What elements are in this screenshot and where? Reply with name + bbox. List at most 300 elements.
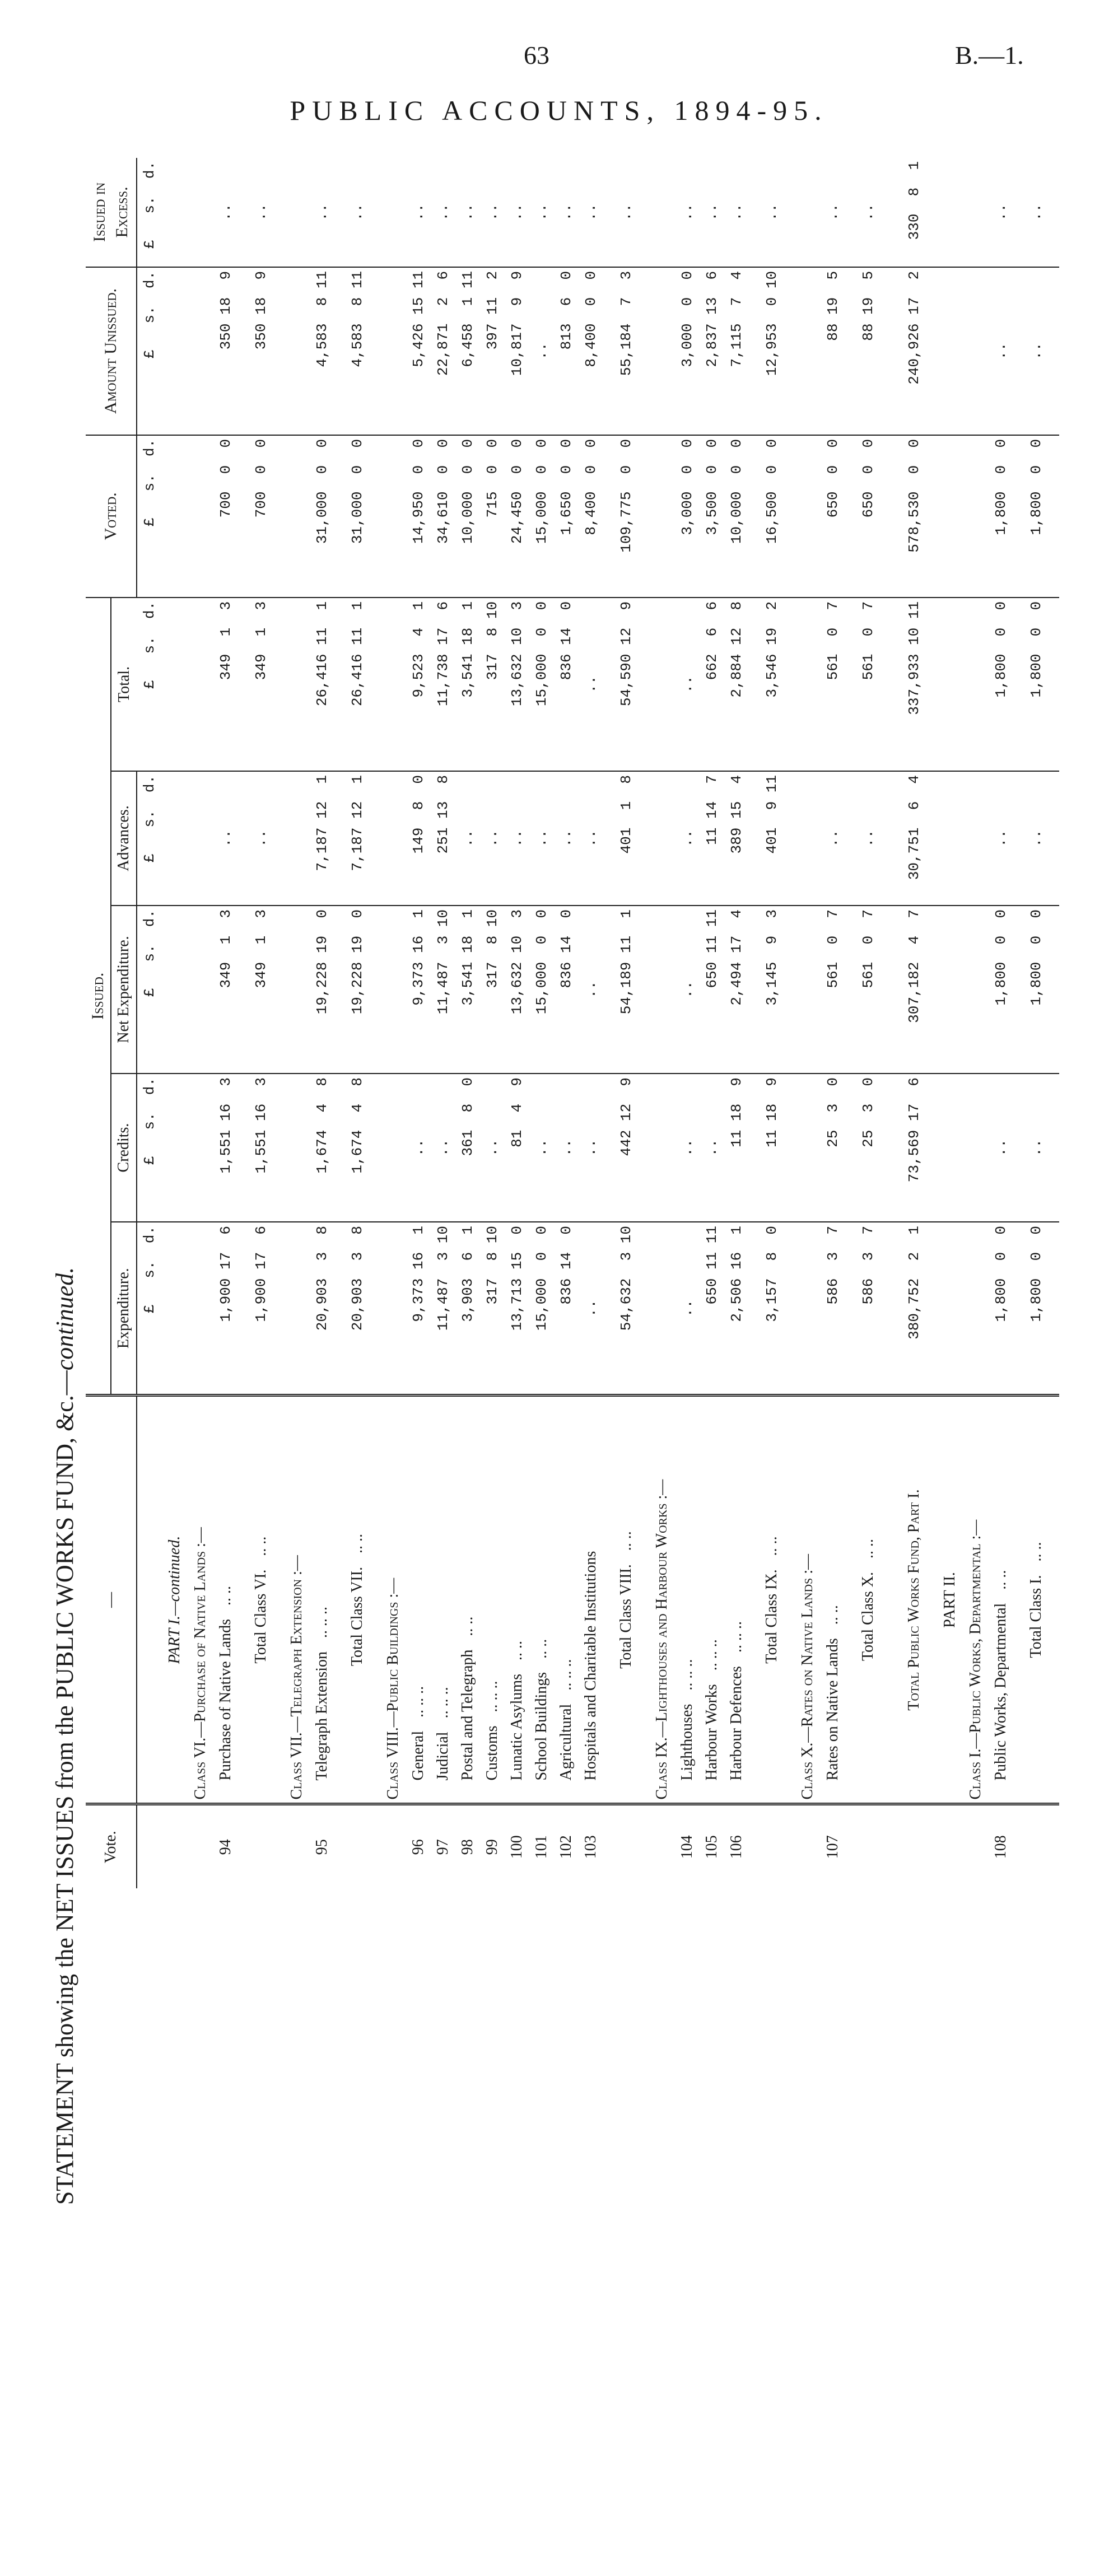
- description-cell: [505, 1396, 529, 1804]
- vote-cell: [188, 1804, 213, 1888]
- net-expenditure-cell: 836 14 0: [554, 906, 579, 1074]
- leader-dots: .. .. ..: [434, 1687, 451, 1719]
- expenditure-cell: 836 14 0: [554, 1222, 579, 1396]
- total-cell: ..: [579, 598, 603, 771]
- voted-cell: 8,400 0 0: [579, 435, 603, 598]
- issued-in-excess-cell: ..: [993, 203, 1009, 221]
- table-row: [213, 158, 238, 1888]
- description-cell: [213, 1396, 238, 1804]
- vote-cell: [795, 1804, 821, 1888]
- description-cell: [529, 1396, 554, 1804]
- row-label: Telegraph Extension: [313, 1651, 330, 1781]
- amount-unissued-cell: 2,837 13 6: [700, 267, 724, 435]
- net-expenditure-cell: 15,000 0 0: [529, 906, 554, 1074]
- credits-cell: [284, 1074, 310, 1222]
- part-row: [937, 158, 963, 1888]
- row-label: Total Class I.: [1027, 1575, 1045, 1658]
- total-cell: 337,933 10 11: [891, 598, 937, 771]
- expenditure-cell: [649, 1222, 675, 1396]
- vote-cell: 102: [554, 1804, 579, 1888]
- col-unissued-header: Amount Unissued.: [86, 267, 137, 435]
- expenditure-cell: 20,903 3 8: [310, 1222, 334, 1396]
- class-row: [188, 158, 213, 1888]
- advances-cell: 7,187 12 1: [334, 771, 380, 906]
- description-cell: [795, 1396, 821, 1804]
- vote-cell: [937, 1804, 963, 1888]
- net-expenditure-cell: 11,487 3 10: [431, 906, 455, 1074]
- table-row: [310, 158, 334, 1888]
- row-label: Rates on Native Lands: [824, 1638, 841, 1781]
- leader-dots: .. .. ..: [703, 1639, 720, 1671]
- net-expenditure-cell: [162, 906, 188, 1074]
- advances-cell: 149 8 0: [406, 771, 431, 906]
- advances-cell: ..: [1013, 771, 1059, 906]
- total-cell: 13,632 10 3: [505, 598, 529, 771]
- total-cell: [284, 598, 310, 771]
- total-cell: 561 0 7: [845, 598, 891, 771]
- advances-cell: [162, 771, 188, 906]
- description-cell: [334, 1396, 380, 1804]
- leader-dots: .. ..: [617, 1531, 635, 1551]
- row-label: General: [409, 1730, 427, 1781]
- amount-unissued-cell: 55,184 7 3: [603, 267, 649, 435]
- net-expenditure-cell: ..: [579, 906, 603, 1074]
- leader-dots: .. ..: [859, 1538, 877, 1558]
- amount-unissued-cell: [188, 267, 213, 435]
- total-cell: [380, 598, 406, 771]
- description-cell: [724, 1396, 749, 1804]
- net-expenditure-cell: [963, 906, 989, 1074]
- credits-cell: 1,551 16 3: [213, 1074, 238, 1222]
- net-expenditure-cell: 561 0 7: [821, 906, 845, 1074]
- issued-in-excess-cell: ..: [558, 203, 575, 221]
- table-row: [431, 158, 455, 1888]
- units-cell: £ s. d.: [137, 771, 162, 906]
- net-expenditure-cell: 54,189 11 1: [603, 906, 649, 1074]
- issued-in-excess-cell: ..: [763, 203, 780, 221]
- col-description-header: —: [86, 1396, 137, 1804]
- row-label: Total Class VII.: [348, 1566, 366, 1667]
- statement-caption: [50, 896, 84, 2576]
- description-cell: [963, 1396, 989, 1804]
- class-row: [795, 158, 821, 1888]
- row-label: Class I.—Public Works, Departmental :—: [967, 1519, 984, 1800]
- vote-cell: 106: [724, 1804, 749, 1888]
- vote-cell: [749, 1804, 795, 1888]
- document-reference: B.—1.: [955, 41, 1024, 69]
- col-advances-header: Advances.: [111, 771, 137, 906]
- row-label: Harbour Defences: [728, 1666, 745, 1781]
- issued-in-excess-cell: ..: [509, 203, 525, 221]
- description-cell: [554, 1396, 579, 1804]
- advances-cell: [963, 771, 989, 906]
- row-label: Postal and Telegraph: [459, 1649, 476, 1781]
- total-cell: 15,000 0 0: [529, 598, 554, 771]
- issued-in-excess-cell: ..: [410, 203, 427, 221]
- expenditure-cell: 54,632 3 10: [603, 1222, 649, 1396]
- credits-cell: 1,674 4 8: [310, 1074, 334, 1222]
- leader-dots: .. .. ..: [728, 1621, 745, 1653]
- issued-in-excess-cell: ..: [253, 203, 269, 221]
- description-cell: [480, 1396, 505, 1804]
- vote-cell: [162, 1804, 188, 1888]
- description-cell: [749, 1396, 795, 1804]
- total-cell: [937, 598, 963, 771]
- row-label: Class IX.—Lighthouses and Harbour Works :—: [653, 1479, 670, 1800]
- vote-cell: 95: [310, 1804, 334, 1888]
- units-cell: £ s. d.: [137, 1074, 162, 1222]
- advances-cell: [284, 771, 310, 906]
- advances-cell: ..: [845, 771, 891, 906]
- amount-unissued-cell: [963, 267, 989, 435]
- vote-cell: [334, 1804, 380, 1888]
- table-row: [529, 158, 554, 1888]
- issued-in-excess-cell: ..: [217, 203, 234, 221]
- page-title: PUBLIC ACCOUNTS, 1894-95.: [290, 95, 828, 126]
- table-row: [406, 158, 431, 1888]
- amount-unissued-cell: 350 18 9: [213, 267, 238, 435]
- credits-cell: [649, 1074, 675, 1222]
- col-credits-header: Credits.: [111, 1074, 137, 1222]
- amount-unissued-cell: 22,871 2 6: [431, 267, 455, 435]
- advances-cell: ..: [505, 771, 529, 906]
- issued-in-excess-cell: ..: [679, 203, 696, 221]
- row-label: Class X.—Rates on Native Lands :—: [799, 1554, 816, 1800]
- table-body: [137, 158, 1059, 1888]
- advances-cell: [188, 771, 213, 906]
- net-expenditure-cell: 1,800 0 0: [1013, 906, 1059, 1074]
- table-row: [480, 158, 505, 1888]
- issued-in-excess-cell: ..: [533, 203, 550, 221]
- credits-cell: [380, 1074, 406, 1222]
- total-cell: [963, 598, 989, 771]
- net-expenditure-cell: 13,632 10 3: [505, 906, 529, 1074]
- advances-cell: ..: [213, 771, 238, 906]
- amount-unissued-cell: [284, 267, 310, 435]
- units-cell: £ s. d.: [137, 598, 162, 771]
- row-label: Class VII.—Telegraph Extension :—: [288, 1555, 305, 1800]
- leader-dots: .. ..: [533, 1639, 550, 1659]
- table-row: [455, 158, 480, 1888]
- total-cell: 1,800 0 0: [989, 598, 1013, 771]
- voted-cell: [162, 435, 188, 598]
- expenditure-cell: [963, 1222, 989, 1396]
- total-cell: [649, 598, 675, 771]
- credits-cell: ..: [480, 1074, 505, 1222]
- table-row: [554, 158, 579, 1888]
- statement-caption-suffix: continued.: [51, 1267, 78, 1371]
- net-expenditure-cell: 317 8 10: [480, 906, 505, 1074]
- expenditure-cell: [380, 1222, 406, 1396]
- row-label: Lighthouses: [678, 1704, 696, 1781]
- credits-cell: ..: [579, 1074, 603, 1222]
- vote-cell: [238, 1804, 284, 1888]
- advances-cell: [380, 771, 406, 906]
- accounts-table: [86, 158, 1059, 1888]
- description-cell: [431, 1396, 455, 1804]
- total-cell: [162, 598, 188, 771]
- total-cell: 317 8 10: [480, 598, 505, 771]
- credits-cell: 25 3 0: [845, 1074, 891, 1222]
- credits-cell: ..: [989, 1074, 1013, 1222]
- credits-cell: [963, 1074, 989, 1222]
- credits-cell: [795, 1074, 821, 1222]
- advances-cell: [795, 771, 821, 906]
- net-expenditure-cell: [937, 906, 963, 1074]
- voted-cell: 700 0 0: [213, 435, 238, 598]
- table-row: [989, 158, 1013, 1888]
- expenditure-cell: ..: [675, 1222, 700, 1396]
- total-cell: 662 6 6: [700, 598, 724, 771]
- vote-cell: [891, 1804, 937, 1888]
- vote-cell: [649, 1804, 675, 1888]
- col-expenditure-header: Expenditure.: [111, 1222, 137, 1396]
- net-expenditure-cell: ..: [675, 906, 700, 1074]
- row-label: Lunatic Asylums: [508, 1673, 525, 1781]
- description-cell: [1013, 1396, 1059, 1804]
- voted-cell: 34,610 0 0: [431, 435, 455, 598]
- vote-cell: 104: [675, 1804, 700, 1888]
- credits-cell: 81 4 9: [505, 1074, 529, 1222]
- total-cell: 3,546 19 2: [749, 598, 795, 771]
- issued-in-excess-cell: ..: [435, 203, 451, 221]
- row-label: Public Works, Departmental: [992, 1603, 1009, 1781]
- description-cell: [238, 1396, 284, 1804]
- voted-cell: 650 0 0: [845, 435, 891, 598]
- amount-unissued-cell: 6,458 1 11: [455, 267, 480, 435]
- total-row: [845, 158, 891, 1888]
- amount-unissued-cell: 397 11 2: [480, 267, 505, 435]
- credits-cell: 25 3 0: [821, 1074, 845, 1222]
- credits-cell: ..: [675, 1074, 700, 1222]
- total-cell: 349 1 3: [238, 598, 284, 771]
- leader-dots: .. ..: [348, 1533, 366, 1553]
- table-row: [700, 158, 724, 1888]
- issued-in-excess-cell: ..: [314, 203, 330, 221]
- amount-unissued-cell: 4,583 8 11: [334, 267, 380, 435]
- units-cell: £ s. d.: [137, 906, 162, 1074]
- row-label: Judicial: [434, 1732, 451, 1781]
- col-vote-header: Vote.: [86, 1804, 137, 1888]
- expenditure-cell: [795, 1222, 821, 1396]
- credits-cell: 11 18 9: [724, 1074, 749, 1222]
- advances-cell: ..: [480, 771, 505, 906]
- vote-cell: [284, 1804, 310, 1888]
- units-row: [137, 158, 162, 1888]
- description-cell: [579, 1396, 603, 1804]
- net-expenditure-cell: 3,145 9 3: [749, 906, 795, 1074]
- amount-unissued-cell: 88 19 5: [821, 267, 845, 435]
- advances-cell: 401 1 8: [603, 771, 649, 906]
- row-label: Total Class VI.: [252, 1569, 269, 1664]
- voted-cell: 10,000 0 0: [724, 435, 749, 598]
- description-cell: [603, 1396, 649, 1804]
- voted-cell: 1,800 0 0: [1013, 435, 1059, 598]
- voted-cell: 715 0 0: [480, 435, 505, 598]
- credits-cell: ..: [700, 1074, 724, 1222]
- vote-cell: 101: [529, 1804, 554, 1888]
- net-expenditure-cell: 561 0 7: [845, 906, 891, 1074]
- advances-cell: 7,187 12 1: [310, 771, 334, 906]
- advances-cell: ..: [238, 771, 284, 906]
- row-label: Hospitals and Charitable Institutions: [582, 1551, 599, 1781]
- voted-cell: 31,000 0 0: [310, 435, 334, 598]
- net-expenditure-cell: [795, 906, 821, 1074]
- issued-in-excess-cell: [937, 158, 963, 267]
- advances-cell: 30,751 6 4: [891, 771, 937, 906]
- table-row: [505, 158, 529, 1888]
- description-cell: [162, 1396, 188, 1804]
- advances-cell: [937, 771, 963, 906]
- issued-in-excess-cell: ..: [484, 203, 501, 221]
- expenditure-cell: [284, 1222, 310, 1396]
- voted-cell: [795, 435, 821, 598]
- credits-cell: ..: [406, 1074, 431, 1222]
- advances-cell: ..: [554, 771, 579, 906]
- row-label: Harbour Works: [703, 1684, 720, 1781]
- total-cell: 9,523 4 1: [406, 598, 431, 771]
- total-cell: [795, 598, 821, 771]
- vote-cell: 94: [213, 1804, 238, 1888]
- class-row: [649, 158, 675, 1888]
- expenditure-cell: 3,157 8 0: [749, 1222, 795, 1396]
- row-label: PART II.: [941, 1572, 958, 1628]
- net-expenditure-cell: 19,228 19 0: [310, 906, 334, 1074]
- advances-cell: 401 9 11: [749, 771, 795, 906]
- row-label: Total Class VIII.: [617, 1564, 635, 1669]
- table-row: [675, 158, 700, 1888]
- expenditure-cell: 2,506 16 1: [724, 1222, 749, 1396]
- advances-cell: ..: [821, 771, 845, 906]
- credits-cell: [188, 1074, 213, 1222]
- net-expenditure-cell: 307,182 4 7: [891, 906, 937, 1074]
- voted-cell: 700 0 0: [238, 435, 284, 598]
- credits-cell: [162, 1074, 188, 1222]
- voted-cell: [649, 435, 675, 598]
- leader-dots: .. ..: [252, 1536, 269, 1556]
- issued-in-excess-cell: [795, 158, 821, 267]
- vote-cell: 103: [579, 1804, 603, 1888]
- total-row: [1013, 158, 1059, 1888]
- description-cell: [284, 1396, 310, 1804]
- part-row: [162, 158, 188, 1888]
- expenditure-cell: [188, 1222, 213, 1396]
- issued-in-excess-cell: ..: [349, 203, 366, 221]
- voted-cell: [188, 435, 213, 598]
- advances-cell: 251 13 8: [431, 771, 455, 906]
- vote-cell: 97: [431, 1804, 455, 1888]
- total-cell: 26,416 11 1: [334, 598, 380, 771]
- amount-unissued-cell: 350 18 9: [238, 267, 284, 435]
- voted-cell: 3,000 0 0: [675, 435, 700, 598]
- class-row: [963, 158, 989, 1888]
- vote-cell: 108: [989, 1804, 1013, 1888]
- issued-in-excess-cell: [284, 158, 310, 267]
- total-row: [334, 158, 380, 1888]
- expenditure-cell: 1,800 0 0: [989, 1222, 1013, 1396]
- net-expenditure-cell: 3,541 18 1: [455, 906, 480, 1074]
- net-expenditure-cell: 2,494 17 4: [724, 906, 749, 1074]
- advances-cell: 11 14 7: [700, 771, 724, 906]
- expenditure-cell: 9,373 16 1: [406, 1222, 431, 1396]
- net-expenditure-cell: [380, 906, 406, 1074]
- description-cell: [649, 1396, 675, 1804]
- row-label: Total Public Works Fund, Part I.: [905, 1489, 923, 1711]
- amount-unissued-cell: 240,926 17 2: [891, 267, 937, 435]
- voted-cell: 16,500 0 0: [749, 435, 795, 598]
- advances-cell: ..: [675, 771, 700, 906]
- credits-cell: 442 12 9: [603, 1074, 649, 1222]
- row-label: Class VI.—Purchase of Native Lands :—: [192, 1527, 209, 1800]
- expenditure-cell: 11,487 3 10: [431, 1222, 455, 1396]
- expenditure-cell: 15,000 0 0: [529, 1222, 554, 1396]
- amount-unissued-cell: 88 19 5: [845, 267, 891, 435]
- amount-unissued-cell: 813 6 0: [554, 267, 579, 435]
- amount-unissued-cell: 7,115 7 4: [724, 267, 749, 435]
- advances-cell: ..: [455, 771, 480, 906]
- row-label: Total Class X.: [859, 1571, 877, 1662]
- net-expenditure-cell: [284, 906, 310, 1074]
- issued-in-excess-cell: ..: [728, 203, 745, 221]
- units-cell: £ s. d.: [137, 1222, 162, 1396]
- expenditure-cell: 3,903 6 1: [455, 1222, 480, 1396]
- voted-cell: [284, 435, 310, 598]
- amount-unissued-cell: [162, 267, 188, 435]
- grand-row: [891, 158, 937, 1888]
- expenditure-cell: 380,752 2 1: [891, 1222, 937, 1396]
- issued-in-excess-cell: [963, 158, 989, 267]
- amount-unissued-cell: [937, 267, 963, 435]
- net-expenditure-cell: [188, 906, 213, 1074]
- col-issued-header: Issued.: [86, 598, 111, 1396]
- description-cell: [845, 1396, 891, 1804]
- net-expenditure-cell: 650 11 11: [700, 906, 724, 1074]
- leader-dots: .. ..: [508, 1640, 525, 1660]
- leader-dots: .. .. ..: [483, 1681, 501, 1712]
- class-row: [284, 158, 310, 1888]
- voted-cell: [937, 435, 963, 598]
- total-cell: [188, 598, 213, 771]
- voted-cell: 24,450 0 0: [505, 435, 529, 598]
- total-row: [749, 158, 795, 1888]
- vote-cell: 105: [700, 1804, 724, 1888]
- total-cell: 54,590 12 9: [603, 598, 649, 771]
- credits-cell: ..: [431, 1074, 455, 1222]
- total-row: [603, 158, 649, 1888]
- amount-unissued-cell: ..: [1013, 267, 1059, 435]
- leader-dots: .. .. ..: [313, 1606, 330, 1638]
- units-cell: £ s. d.: [137, 267, 162, 435]
- leader-dots: .. ..: [824, 1605, 841, 1625]
- issued-in-excess-cell: 330 8 1: [906, 161, 923, 240]
- amount-unissued-cell: 8,400 0 0: [579, 267, 603, 435]
- issued-in-excess-cell: [188, 158, 213, 267]
- issued-in-excess-cell: [649, 158, 675, 267]
- table-header: [86, 158, 137, 1888]
- credits-cell: 361 8 0: [455, 1074, 480, 1222]
- vote-cell: [380, 1804, 406, 1888]
- col-voted-header: Voted.: [86, 435, 137, 598]
- row-label: Purchase of Native Lands: [217, 1619, 234, 1781]
- leader-dots: .. ..: [763, 1536, 780, 1556]
- expenditure-cell: 1,900 17 6: [238, 1222, 284, 1396]
- credits-cell: 1,674 4 8: [334, 1074, 380, 1222]
- table-row: [579, 158, 603, 1888]
- total-cell: 26,416 11 1: [310, 598, 334, 771]
- leader-dots: .. .. ..: [678, 1659, 696, 1691]
- expenditure-cell: [937, 1222, 963, 1396]
- expenditure-cell: 1,900 17 6: [213, 1222, 238, 1396]
